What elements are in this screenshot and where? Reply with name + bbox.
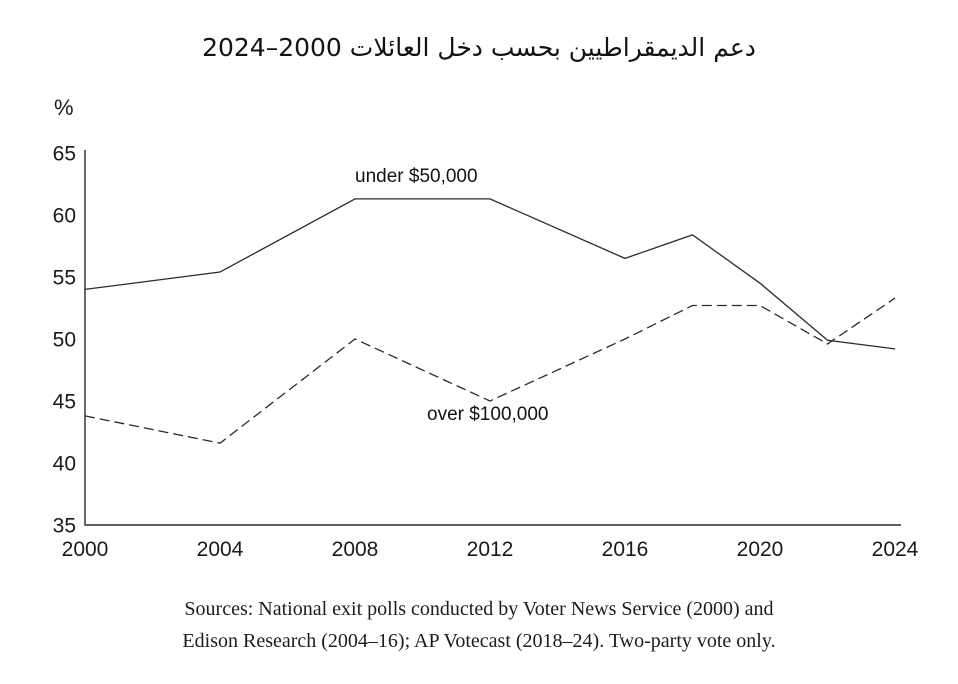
axes <box>85 150 901 525</box>
x-tick-label: 2020 <box>736 538 784 561</box>
y-tick-label: 50 <box>52 328 76 352</box>
y-tick-label: 45 <box>52 390 76 414</box>
y-tick-label: 60 <box>52 204 76 228</box>
source-note <box>0 593 958 657</box>
y-tick-label: 65 <box>52 142 76 166</box>
source-note-line1: Sources: National exit polls conducted by Voter News Service (2000) and <box>184 598 774 620</box>
y-axis-unit-label: % <box>54 95 74 120</box>
x-tick-label: 2016 <box>601 538 649 561</box>
x-tick-label: 2000 <box>61 538 109 561</box>
x-tick-label: 2012 <box>466 538 514 561</box>
x-tick-label: 2004 <box>196 538 244 561</box>
x-tick-label: 2024 <box>871 538 919 561</box>
x-tick-label: 2008 <box>331 538 379 561</box>
y-tick-label: 55 <box>52 266 76 290</box>
series-label-under-50k: under $50,000 <box>355 166 478 187</box>
series-line-under-50k <box>85 199 895 349</box>
chart-title: دعم الديمقراطيين بحسب دخل العائلات 2000–2024 <box>202 33 756 62</box>
y-tick-label: 35 <box>52 514 76 538</box>
series-label-over-100k: over $100,000 <box>427 404 549 425</box>
source-note-line2: Edison Research (2004–16); AP Votecast (2018–24). Two-party vote only. <box>182 630 776 652</box>
y-tick-label: 40 <box>52 452 76 476</box>
